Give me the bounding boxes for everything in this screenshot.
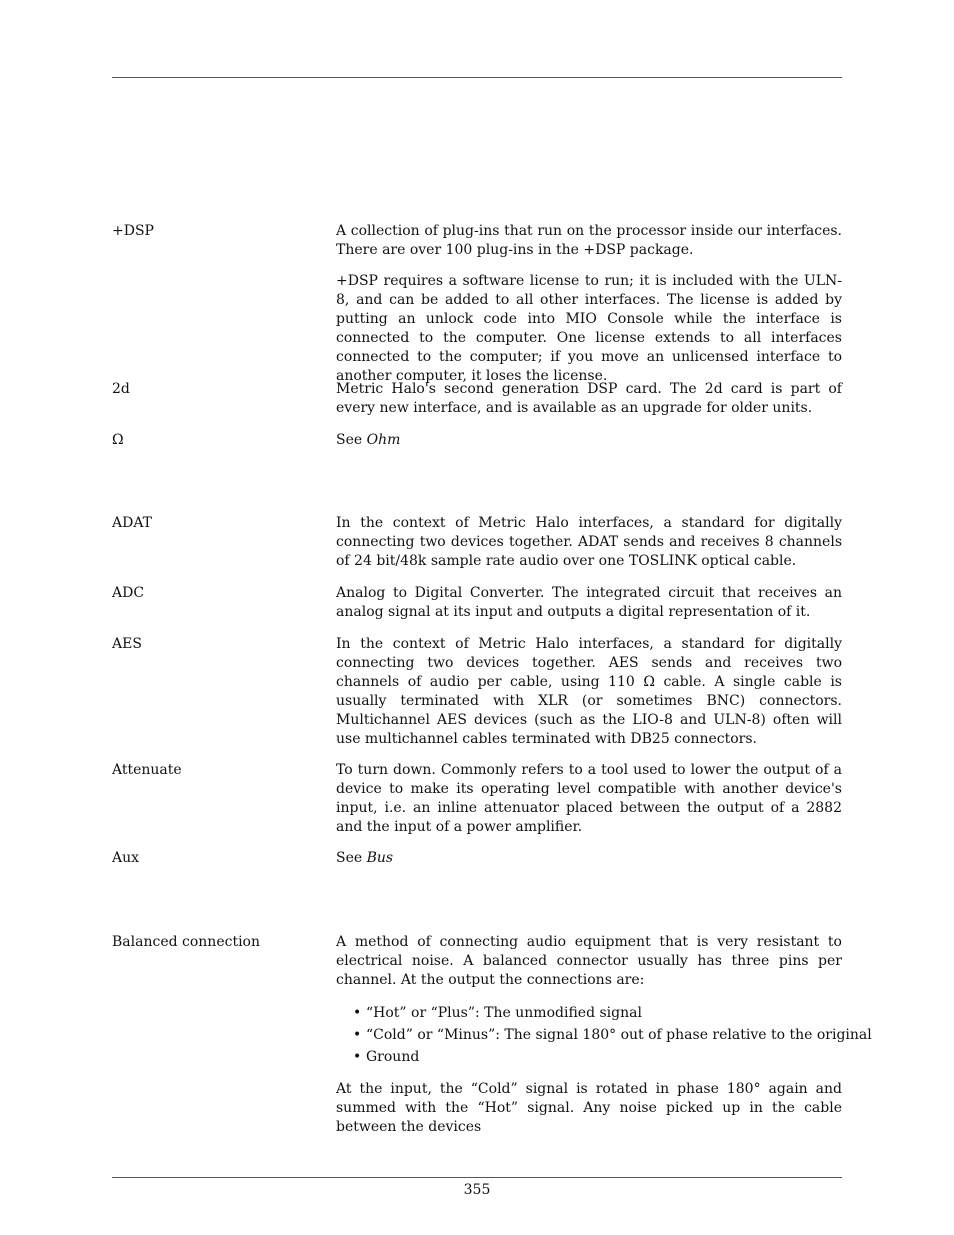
entry-term: Attenuate [112,762,182,778]
definition-paragraph: To turn down. Commonly refers to a tool used to lower the output of a device to make its operating level compatible with another device's input, i.e. an inline attenuator placed between the output of a 2882 and the input of a power amplifier. [336,762,842,835]
definition-paragraph: In the context of Metric Halo interfaces, a standard for digitally connecting two devices together. ADAT sends and receives 8 channels of 24 bit/48k sample rate audio over one TOSLINK optical cable. [336,515,842,569]
header-rule [112,77,842,78]
entry-definition [336,584,842,622]
see-target: Bus [366,850,394,866]
entry-definition [336,514,842,571]
footer-rule [112,1177,842,1178]
see-reference [336,431,842,450]
entry-definition [336,222,842,386]
list-item: • “Hot” or “Plus”: The unmodified signal [366,1002,842,1024]
see-prefix: See [336,432,367,448]
entry-definition [336,849,842,868]
entry-definition [336,933,872,1137]
page-number: 355 [463,1182,491,1198]
definition-paragraph: Metric Halo's second generation DSP card. The 2d card is part of every new interface, and is available as an upgrade for older units. [336,381,842,416]
entry-term: ADAT [112,515,153,531]
entry-term: Aux [112,850,140,866]
bullet-list [336,1002,872,1068]
see-prefix: See [336,850,367,866]
definition-paragraph: A collection of plug-ins that run on the processor inside our interfaces. There are over 100 plug-ins in the +DSP package. [336,223,842,258]
list-item: • Ground [366,1046,842,1068]
entry-term: 2d [112,381,130,397]
see-target: Ohm [366,432,401,448]
entry-definition [336,761,842,837]
entry-term: AES [112,636,142,652]
entry-term: ADC [112,585,145,601]
entry-term: Ω [112,432,124,448]
entry-term: +DSP [112,223,154,239]
definition-paragraph: In the context of Metric Halo interfaces, a standard for digitally connecting two devices together. AES sends and receives two channels of audio per cable, using 110 Ω cable. A single cable is usually terminated with XLR (or sometimes BNC) connectors. Multichannel AES devices (such as the LIO-8 and ULN-8) often will use multichannel cables terminated with DB25 connectors. [336,636,842,747]
list-item: • “Cold” or “Minus”: The signal 180° out of phase relative to the original [366,1024,842,1046]
entry-term: Balanced connection [112,934,260,950]
definition-paragraph: A method of connecting audio equipment that is very resistant to electrical noise. A balanced connector usually has three pins per channel. At the output the connections are: [336,934,842,988]
entry-definition [336,635,842,749]
definition-paragraph: At the input, the “Cold” signal is rotated in phase 180° again and summed with the “Hot” signal. Any noise picked up in the cable between the devices [336,1081,842,1135]
entry-definition [336,431,842,450]
entry-definition [336,380,842,418]
see-reference [336,849,842,868]
definition-paragraph: Analog to Digital Converter. The integrated circuit that receives an analog signal at its input and outputs a digital representation of it. [336,585,842,620]
definition-paragraph: +DSP requires a software license to run; it is included with the ULN-8, and can be added to all other interfaces. The license is added by putting an unlock code into MIO Console while the interface is connected to the computer. One license extends to all interfaces connected to the computer; if you move an unlicensed interface to another computer, it loses the license. [336,273,842,384]
